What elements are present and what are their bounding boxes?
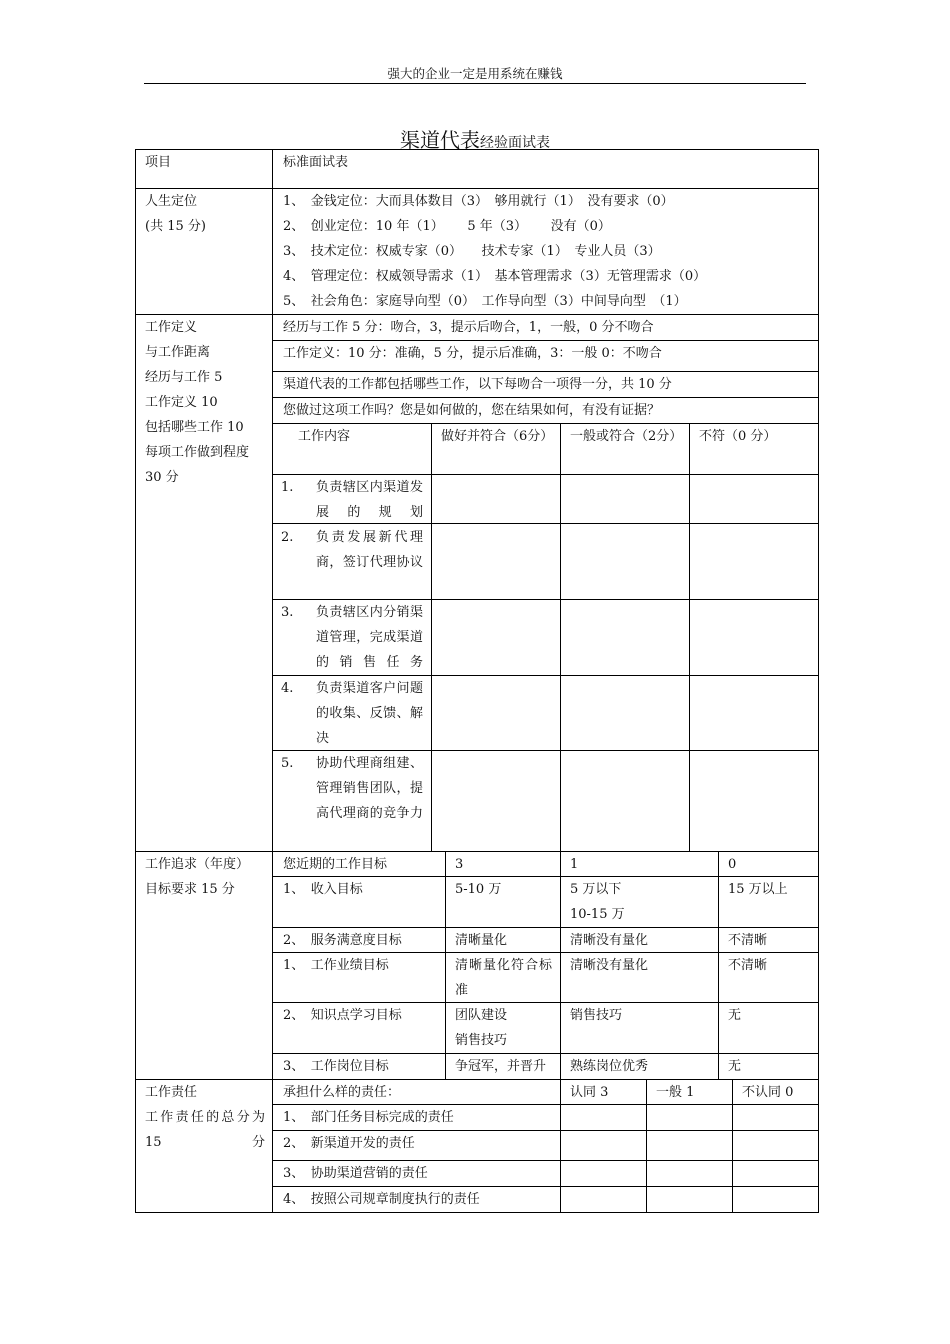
goal-cell: 团队建设 销售技巧 [455,1008,508,1048]
workdef-row: 工作定义：10 分：准确，5 分，提示后准确，3：一般 0：不吻合 [283,346,662,361]
goal-cell: 清晰量化 [455,933,508,948]
goals-header-score: 0 [728,857,737,872]
goal-name: 1、 收入目标 [283,882,363,897]
resp-label: 工作责任的总分为 15 分 [145,1110,265,1150]
workdef-label: 包括哪些工作 10 [145,420,244,435]
goal-name: 2、 知识点学习目标 [283,1008,402,1023]
goal-cell: 销售技巧 [570,1008,623,1023]
life-line: 3、 技术定位：权威专家（0） 技术专家（1） 专业人员（3） [283,244,661,259]
workdef-label: 30 分 [145,470,179,485]
life-points: (共 15 分) [145,219,206,234]
goal-cell: 清晰没有量化 [570,958,649,973]
goal-cell: 15 万以上 [728,882,788,897]
goal-cell: 清晰量化符合标准 [455,958,552,998]
goals-header-goal: 您近期的工作目标 [283,857,388,872]
page-header: 强大的企业一定是用系统在赚钱 [387,66,563,81]
workdef-label: 每项工作做到程度 [145,445,250,460]
col-standard-header: 标准面试表 [283,155,349,170]
col-item-header: 项目 [145,155,172,170]
life-line: 5、 社会角色：家庭导向型（0） 工作导向型（3）中间导向型 （1） [283,294,687,309]
resp-header-agree: 认同 3 [570,1085,609,1100]
col-work-content: 工作内容 [298,429,351,444]
workdef-label: 工作定义 10 [145,395,218,410]
resp-row: 3、 协助渠道营销的责任 [283,1166,428,1181]
goal-name: 2、 服务满意度目标 [283,933,402,948]
life-label: 人生定位 [145,194,198,209]
goal-cell: 不清晰 [728,958,768,973]
workdef-row: 渠道代表的工作都包括哪些工作，以下每吻合一项得一分，共 10 分 [283,377,672,392]
goals-header-score: 3 [455,857,464,872]
work-item-text: 负责辖区内渠道发展的规划 [316,480,423,520]
workdef-row: 经历与工作 5 分：吻合，3，提示后吻合，1，一般，0 分不吻合 [283,320,654,335]
life-line: 1、 金钱定位：大而具体数目（3） 够用就行（1） 没有要求（0） [283,194,674,209]
goal-cell: 5 万以下 10-15 万 [570,882,625,922]
work-item-text: 负责辖区内分销渠道管理，完成渠道的销售任务 [316,605,423,670]
work-item-text: 协助代理商组建、管理销售团队，提高代理商的竞争力 [316,756,423,821]
goals-label: 目标要求 15 分 [145,882,235,897]
work-item-num: 5. [281,756,294,771]
workdef-label: 经历与工作 5 [145,370,223,385]
workdef-label: 工作定义 [145,320,198,335]
resp-row: 4、 按照公司规章制度执行的责任 [283,1192,480,1207]
goal-cell: 5-10 万 [455,882,502,897]
resp-label: 工作责任 [145,1085,198,1100]
goals-label: 工作追求（年度） [145,857,250,872]
resp-header-normal: 一般 1 [656,1085,695,1100]
goals-header-score: 1 [570,857,579,872]
work-item-num: 2. [281,530,294,545]
resp-header-disagree: 不认同 0 [742,1085,794,1100]
col-normal-2: 一般或符合（2分） [570,429,683,444]
goal-cell: 争冠军，并晋升 [455,1059,547,1074]
workdef-row: 您做过这项工作吗？您是如何做的，您在结果如何，有没有证据？ [283,403,661,418]
work-item-num: 4. [281,681,294,696]
goal-cell: 清晰没有量化 [570,933,649,948]
col-not-0: 不符（0 分） [699,429,777,444]
life-line: 2、 创业定位：10 年（1） 5 年（3） 没有（0） [283,219,611,234]
resp-row: 2、 新渠道开发的责任 [283,1136,415,1151]
work-item-text: 负责发展新代理商，签订代理协议 [316,530,423,570]
goal-name: 1、 工作业绩目标 [283,958,389,973]
resp-header: 承担什么样的责任： [283,1085,401,1100]
workdef-label: 与工作距离 [145,345,211,360]
life-line: 4、 管理定位：权威领导需求（1） 基本管理需求（3）无管理需求（0） [283,269,707,284]
goal-cell: 无 [728,1059,742,1074]
title-main: 渠道代表 [400,128,480,152]
goal-cell: 熟练岗位优秀 [570,1059,649,1074]
goal-name: 3、 工作岗位目标 [283,1059,389,1074]
goal-cell: 无 [728,1008,742,1023]
resp-row: 1、 部门任务目标完成的责任 [283,1110,454,1125]
work-item-num: 1. [281,480,294,495]
title-suffix: 经验面试表 [480,135,550,151]
work-item-text: 负责渠道客户问题的收集、反馈、解决 [316,681,423,746]
col-good-6: 做好并符合（6分） [441,429,554,444]
goal-cell: 不清晰 [728,933,768,948]
work-item-num: 3. [281,605,294,620]
